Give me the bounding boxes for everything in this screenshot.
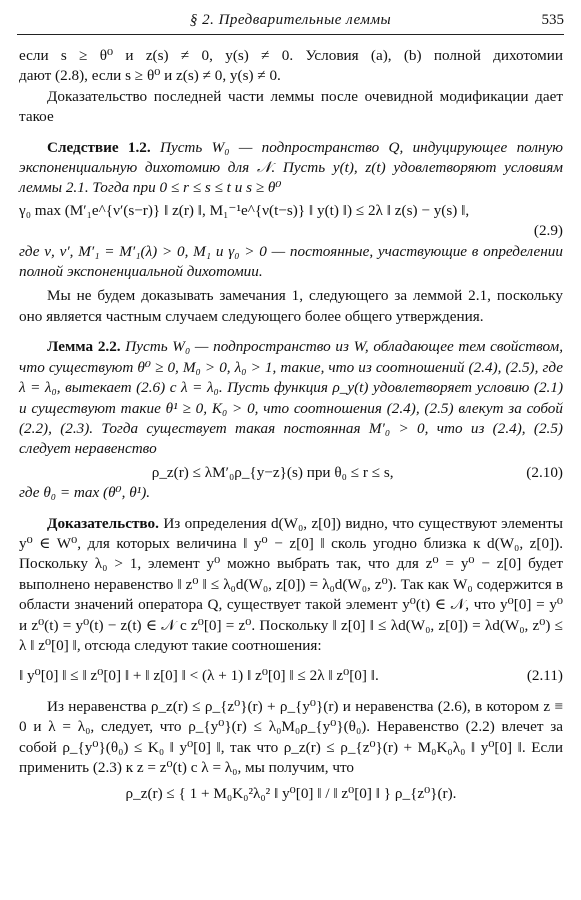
corollary-heading: Следствие 1.2. [47, 138, 151, 156]
proof-block [19, 514, 563, 657]
page-header [17, 8, 564, 35]
paragraph: Доказательство последней части леммы после очевидной модификации дает такое [19, 87, 563, 126]
equation-2-9 [19, 201, 563, 221]
lemma-where: где θ₀ = max (θ⁰, θ¹). [19, 484, 151, 502]
paragraph: Мы не будем доказывать замечания 1, следующего за леммой 2.1, поскольку оно является частным случаем следующего более общего утверждения. [19, 287, 563, 325]
page-body [19, 46, 563, 805]
equation-number: (2.11) [526, 667, 563, 685]
paragraph-line: если s ≥ θ⁰ и z(s) ≠ 0, y(s) ≠ 0. Условия (a), (b) полной дихотомии [19, 47, 563, 64]
equation-formula: ‖ y⁰[0] ‖ ≤ ‖ z⁰[0] ‖ + ‖ z[0] ‖ < (λ + 1) ‖ z⁰[0] ‖ ≤ 2λ ‖ z⁰[0] ‖. [19, 667, 379, 685]
equation-2-10 [19, 463, 563, 483]
corollary-statement: Пусть W₀ — подпространство Q, индуцирующее полную экспоненциальную дихотомию для 𝒩. Пусть y(t), z(t) удовлетворяют условиям леммы 2.1. Тогда при 0 ≤ r ≤ s ≤ t и s ≥ θ⁰ [19, 138, 563, 197]
running-head: § 2. Предварительные леммы [189, 12, 392, 28]
equation-formula: ρ_z(r) ≤ { 1 + M₀K₀²λ₀² ‖ y⁰[0] ‖ / ‖ z⁰[0] ‖ } ρ_{z⁰}(r). [125, 785, 457, 803]
lemma-statement: Пусть W₀ — подпространство из W, обладающее тем свойством, что существуют θ⁰ ≥ 0, M₀ > 0, λ₀ > 1, такие, что из соотношений (2.4), (2.5), где λ = λ₀, вытекает (2.6) с λ = λ₀. Пусть функция ρ_y(t) удовлетворяет условию (2.1) и существуют такие θ¹ ≥ 0, K₀ > 0, что соотношения (2.4), (2.5) влекут за собой (2.2), (2.3). Тогда существует такая постоянная M′₀ > 0, что из (2.4), (2.5) следует неравенство [19, 338, 563, 458]
equation-formula: ρ_z(r) ≤ λM′₀ρ_{y−z}(s) при θ₀ ≤ r ≤ s, [151, 463, 394, 481]
equation-number: (2.10) [526, 463, 563, 481]
page-number: 535 [541, 12, 564, 28]
paragraph: Из неравенства ρ_z(r) ≤ ρ_{z⁰}(r) + ρ_{y⁰}(r) и неравенства (2.6), в котором z ≡ 0 и λ = λ₀, следует, что ρ_{y⁰}(r) ≤ λ₀M₀ρ_{y⁰}(θ₀). Неравенство (2.2) влечет за собой ρ_{y⁰}(θ₀) ≤ K₀ ‖ y⁰[0] ‖, так что ρ_z(r) ≤ ρ_{z⁰}(r) + M₀K₀λ₀ ‖ y⁰[0] ‖. Если применить (2.3) к z = z⁰(t) с λ = λ₀, мы получим, что [19, 697, 563, 776]
corollary-where: где ν, ν′, M′₁ = M′₁(λ) > 0, M₁ и γ₀ > 0 — постоянные, участвующие в определении полной экспоненциальной дихотомии. [19, 242, 563, 281]
equation-2-11 [19, 666, 563, 686]
proof-heading: Доказательство. [47, 514, 159, 532]
corollary-block [19, 138, 563, 199]
lemma-heading: Лемма 2.2. [47, 338, 121, 356]
proof-text: Из определения d(W₀, z[0]) видно, что существуют элементы y⁰ ∈ W⁰, для которых величина ‖ y⁰ − z[0] ‖ сколь угодно близка к d(W₀, z[0]). Поскольку λ₀ > 1, элемент y⁰ можно выбрать так, что для z⁰ = y⁰ − z[0] будет выполнено неравенство ‖ z⁰ ‖ ≤ λ₀d(W₀, z[0]) = λ₀d(W₀, z⁰). Так как W₀ содержится в области значений оператора Q, существует такой элемент y⁰(t) ∈ 𝒩, что y⁰[0] = y⁰ и z⁰(t) = y⁰(t) − z(t) ∈ 𝒩 с z⁰[0] = z⁰. Поскольку ‖ z[0] ‖ ≤ λd(W₀, z[0]) = λd(W₀, z⁰) ≤ λ ‖ z⁰[0] ‖, отсюда следуют такие соотношения: [19, 514, 564, 654]
equation-number: (2.9) [533, 222, 563, 240]
equation-formula: γ₀ max (M′₁e^{ν′(s−r)} ‖ z(r) ‖, M₁⁻¹e^{ν(t−s)} ‖ y(t) ‖) ≤ 2λ ‖ z(s) − y(s) ‖, [19, 201, 470, 219]
lemma-block [19, 337, 563, 459]
equation-final [19, 784, 563, 804]
paragraph-line: дают (2.8), если s ≥ θ⁰ и z(s) ≠ 0, y(s) ≠ 0. [19, 67, 281, 85]
